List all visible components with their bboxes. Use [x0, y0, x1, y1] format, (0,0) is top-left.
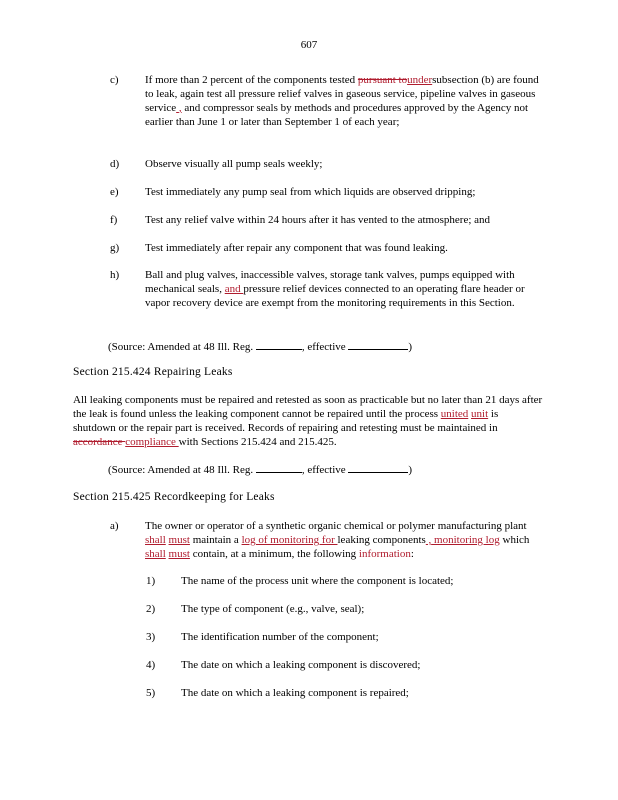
- subitem-5-label: 5): [146, 687, 156, 699]
- item-f-text: Test any relief valve within 24 hours after it has vented to the atmosphere; and: [145, 214, 491, 226]
- item-a-insertion-monitoring-log: monitoring log: [431, 534, 500, 546]
- item-c-text-mid: subsection (b) are found to leak, again test all pressure relief valves in gaseous service, pipeline valves in gaseous service: [145, 74, 539, 114]
- item-c-insertion: under: [407, 74, 433, 86]
- item-e-label: e): [110, 186, 119, 198]
- source-effective: , effective: [301, 464, 349, 476]
- reg-blank: [256, 339, 302, 350]
- item-c-text-post: and compressor seals by methods and procedures approved by the Agency not earlier than June 1 or later than September 1 of each year;: [145, 102, 529, 128]
- section-424-insertion-compliance: compliance: [125, 436, 179, 448]
- reg-blank: [256, 462, 302, 473]
- item-h-label: h): [110, 269, 120, 281]
- item-h-text-post: pressure relief devices connected to an operating flare header or vapor recovery device are exempt from the monitoring requirements in this Section.: [145, 283, 525, 309]
- item-a-insertion-must-2: must: [168, 548, 190, 560]
- subitem-4-label: 4): [146, 659, 156, 671]
- item-e-text: Test immediately any pump seal from which liquids are observed dripping;: [145, 186, 476, 198]
- source-prefix: (Source: Amended at 48 Ill. Reg.: [108, 341, 256, 353]
- section-424-insertion-unit: unit: [471, 408, 489, 420]
- item-a-deletion-shall-2: shall: [145, 548, 166, 560]
- subitem-2-label: 2): [146, 603, 156, 615]
- source-effective: , effective: [301, 341, 349, 353]
- source-end: ): [408, 341, 413, 353]
- item-a-insertion-information: information: [358, 548, 411, 560]
- section-424-deletion-united: united: [440, 408, 469, 420]
- item-a-insertion-comma: ,: [425, 534, 432, 546]
- source-line-1: [108, 339, 412, 354]
- item-c-text: [145, 73, 545, 129]
- item-a-text-5: contain, at a minimum, the following: [189, 548, 359, 560]
- item-a-insertion-log: log of monitoring for: [241, 534, 338, 546]
- section-424-heading: Section 215.424 Repairing Leaks: [73, 366, 233, 378]
- item-a-text-1: The owner or operator of a synthetic organic chemical or polymer manufacturing plant: [145, 520, 527, 532]
- item-a-text: [145, 519, 541, 561]
- item-a-deletion-shall: shall: [145, 534, 166, 546]
- item-c-deletion: pursuant to: [357, 74, 408, 86]
- source-prefix: (Source: Amended at 48 Ill. Reg.: [108, 464, 256, 476]
- item-d-label: d): [110, 158, 120, 170]
- item-c-insertion-comma: ,: [178, 102, 182, 114]
- item-g-text: Test immediately after repair any component that was found leaking.: [145, 242, 448, 254]
- item-g-label: g): [110, 242, 120, 254]
- item-a-text-4: which: [499, 534, 530, 546]
- section-425-heading: Section 215.425 Recordkeeping for Leaks: [73, 491, 275, 503]
- subitem-1-text: The name of the process unit where the component is located;: [181, 575, 454, 587]
- section-424-text-2: is shutdown or the repair part is received. Records of repairing and retesting must be maintained in: [73, 408, 499, 434]
- source-end: ): [408, 464, 413, 476]
- section-424-text-3: with Sections 215.424 and 215.425.: [178, 436, 337, 448]
- item-f-label: f): [110, 214, 118, 226]
- effective-blank: [348, 462, 408, 473]
- item-c-label: c): [110, 74, 119, 86]
- source-line-2: [108, 462, 412, 477]
- effective-blank: [348, 339, 408, 350]
- subitem-4-text: The date on which a leaking component is discovered;: [181, 659, 421, 671]
- item-d-text: Observe visually all pump seals weekly;: [145, 158, 323, 170]
- section-424-text-1: All leaking components must be repaired and retested as soon as practicable but no later than 21 days after the leak is found unless the leaking component cannot be repaired until the process: [73, 394, 543, 420]
- section-424-paragraph: [73, 393, 543, 449]
- subitem-2-text: The type of component (e.g., valve, seal);: [181, 603, 365, 615]
- item-h-insertion: and: [224, 283, 244, 295]
- item-a-insertion-must: must: [168, 534, 190, 546]
- item-a-text-3: leaking components: [337, 534, 426, 546]
- item-a-label: a): [110, 520, 119, 532]
- page-number: 607: [300, 39, 318, 51]
- item-h-text-pre: Ball and plug valves, inaccessible valves, storage tank valves, pumps equipped with mechanical seals,: [145, 269, 515, 295]
- section-424-deletion-accordance: accordance: [73, 436, 126, 448]
- subitem-3-text: The identification number of the component;: [181, 631, 379, 643]
- item-a-text-2: maintain a: [189, 534, 242, 546]
- subitem-5-text: The date on which a leaking component is repaired;: [181, 687, 409, 699]
- subitem-1-label: 1): [146, 575, 156, 587]
- item-h-text: [145, 268, 545, 310]
- item-a-text-6: :: [410, 548, 414, 560]
- subitem-3-label: 3): [146, 631, 156, 643]
- item-c-text-pre: If more than 2 percent of the components tested: [145, 74, 358, 86]
